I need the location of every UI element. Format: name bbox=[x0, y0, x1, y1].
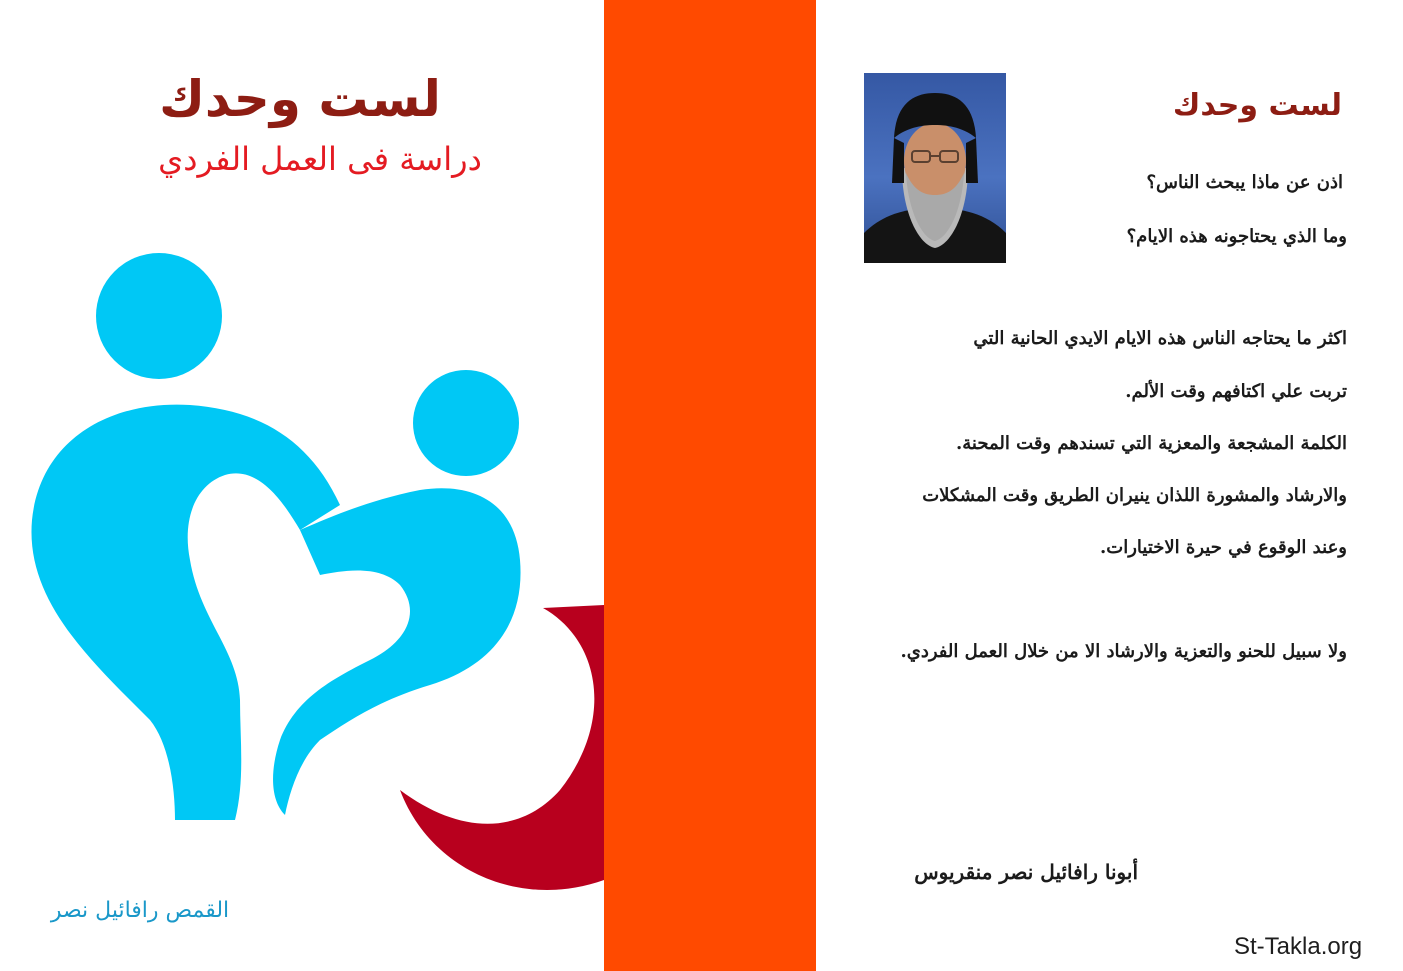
small-figure-head bbox=[413, 370, 519, 476]
back-cover-title: لست وحدك bbox=[1172, 88, 1342, 123]
back-paragraph-4: تربت علي اكتافهم وقت الألم. bbox=[1125, 381, 1347, 402]
watermark: St-Takla.org bbox=[1234, 933, 1363, 960]
front-cover bbox=[0, 0, 604, 971]
back-cover-author: أبونا رافائيل نصر منقريوس bbox=[914, 860, 1138, 884]
back-paragraph-1: اذن عن ماذا يبحث الناس؟ bbox=[1146, 172, 1343, 193]
back-paragraph-8: ولا سبيل للحنو والتعزية والارشاد الا من خلال العمل الفردي. bbox=[900, 641, 1347, 662]
back-paragraph-3: اكثر ما يحتاجه الناس هذه الايام الايدي الحانية التي bbox=[973, 328, 1347, 349]
back-paragraph-5: الكلمة المشجعة والمعزية التي تسندهم وقت المحنة. bbox=[956, 433, 1347, 454]
front-cover-title: لست وحدك bbox=[159, 70, 441, 128]
large-figure-head bbox=[96, 253, 222, 379]
back-paragraph-2: وما الذي يحتاجونه هذه الايام؟ bbox=[1126, 226, 1347, 247]
book-spine bbox=[604, 0, 816, 971]
two-figures-embrace-icon bbox=[0, 240, 604, 900]
small-figure-body bbox=[273, 488, 521, 815]
front-cover-subtitle: دراسة فى العمل الفردي bbox=[158, 140, 482, 178]
back-paragraph-6: والارشاد والمشورة اللذان ينيران الطريق وقت المشكلات bbox=[922, 485, 1347, 506]
front-cover-author: القمص رافائيل نصر bbox=[50, 898, 230, 923]
back-paragraph-7: وعند الوقوع في حيرة الاختيارات. bbox=[1100, 537, 1347, 558]
